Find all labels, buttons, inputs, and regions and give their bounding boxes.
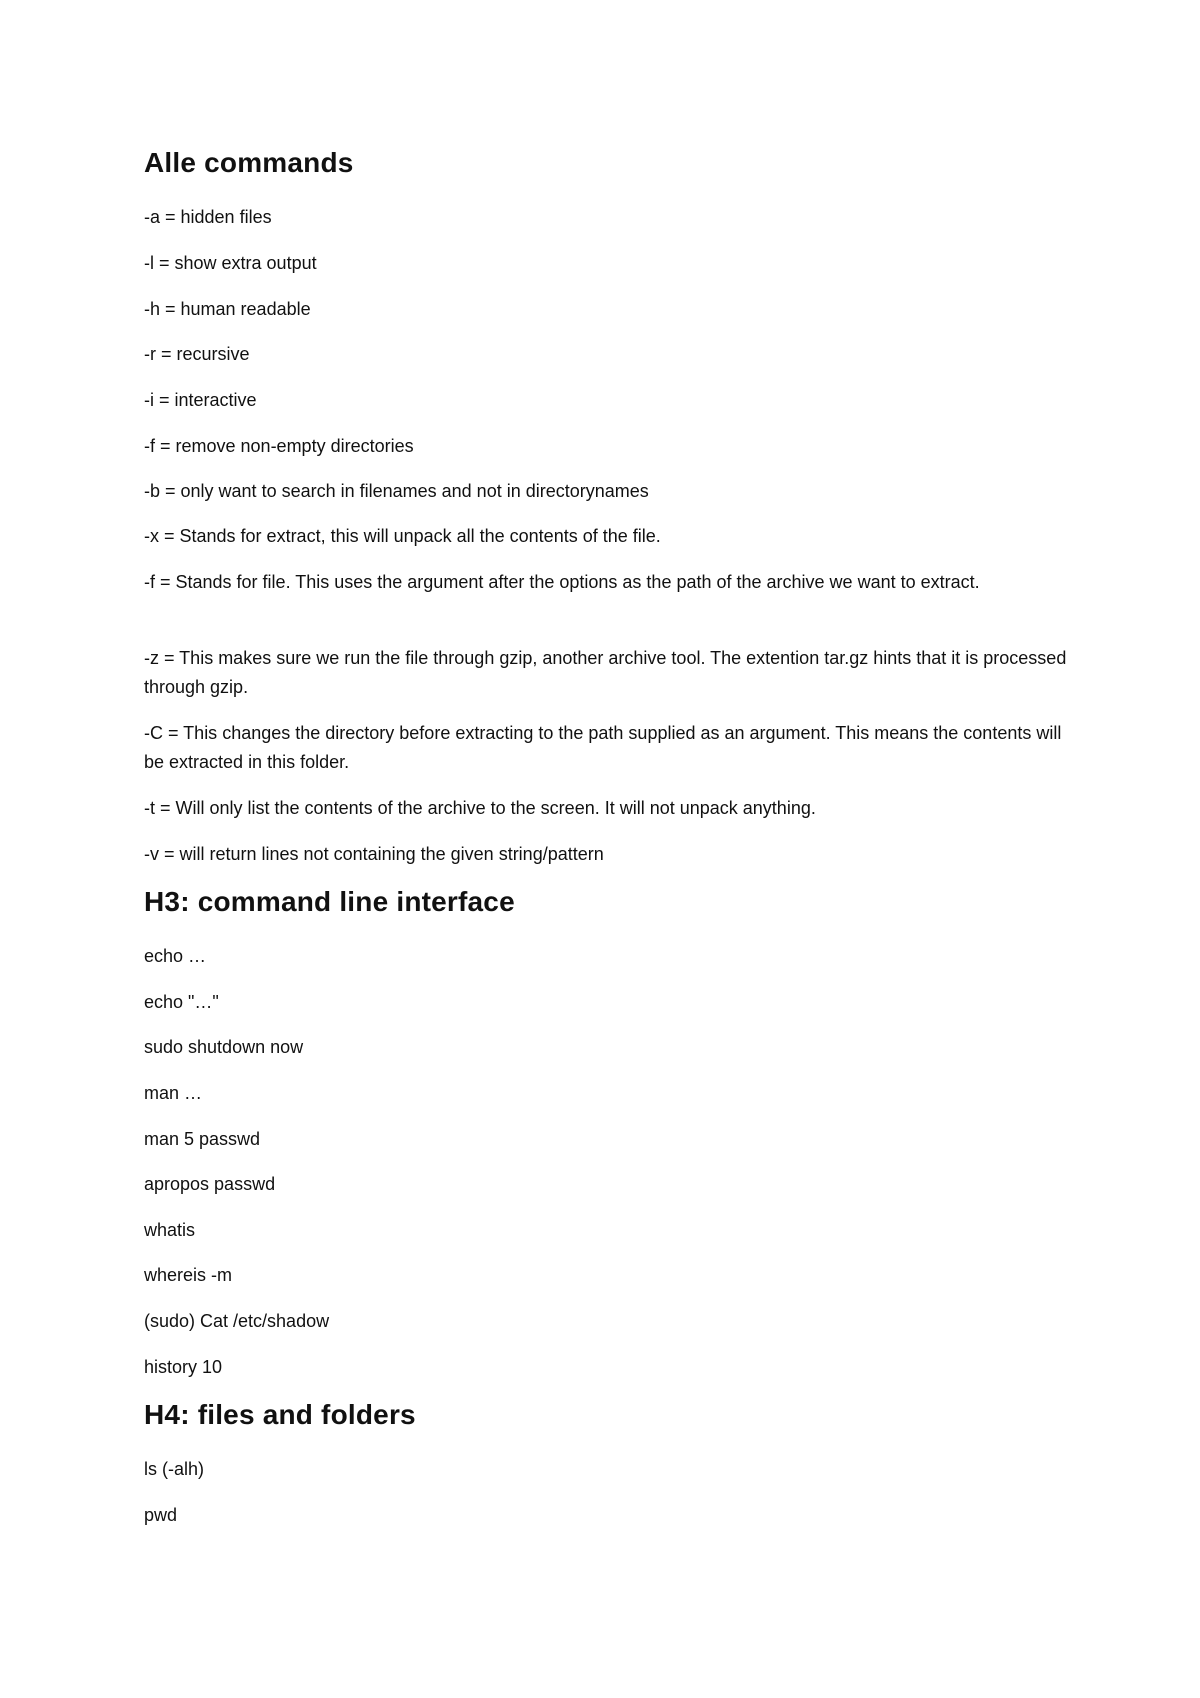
section-heading-command-line-interface: H3: command line interface [144, 886, 515, 917]
option-i: -i = interactive [144, 390, 257, 410]
option-a: -a = hidden files [144, 207, 272, 227]
command-whereis: whereis -m [144, 1265, 233, 1285]
command-man-5-passwd: man 5 passwd [144, 1129, 261, 1149]
option-b: -b = only want to search in filenames and not in directorynames [144, 481, 649, 501]
option-c: -C = This changes the directory before extracting to the path supplied as an argument. This means the contents will be extracted in this folder. [144, 723, 1062, 772]
option-f-file: -f = Stands for file. This uses the argument after the options as the path of the archive we want to extract. [144, 572, 980, 592]
command-echo-quoted: echo "…" [144, 992, 219, 1012]
option-h: -h = human readable [144, 299, 311, 319]
section-heading-files-and-folders: H4: files and folders [144, 1399, 416, 1430]
command-pwd: pwd [144, 1505, 178, 1525]
command-cat-shadow: (sudo) Cat /etc/shadow [144, 1311, 330, 1331]
command-apropos: apropos passwd [144, 1174, 276, 1194]
section-heading-alle-commands: Alle commands [144, 147, 354, 178]
option-f-remove: -f = remove non-empty directories [144, 436, 414, 456]
option-r: -r = recursive [144, 344, 250, 364]
option-v: -v = will return lines not containing the given string/pattern [144, 844, 604, 864]
command-sudo-shutdown: sudo shutdown now [144, 1037, 304, 1057]
option-z: -z = This makes sure we run the file through gzip, another archive tool. The extention tar.gz hints that it is processed through gzip. [144, 648, 1067, 697]
command-man: man … [144, 1083, 203, 1103]
option-t: -t = Will only list the contents of the archive to the screen. It will not unpack anything. [144, 798, 816, 818]
command-whatis: whatis [144, 1220, 196, 1240]
option-l: -l = show extra output [144, 253, 317, 273]
command-history: history 10 [144, 1357, 223, 1377]
option-x: -x = Stands for extract, this will unpack all the contents of the file. [144, 526, 661, 546]
command-echo: echo … [144, 946, 207, 966]
command-ls: ls (-alh) [144, 1459, 205, 1479]
